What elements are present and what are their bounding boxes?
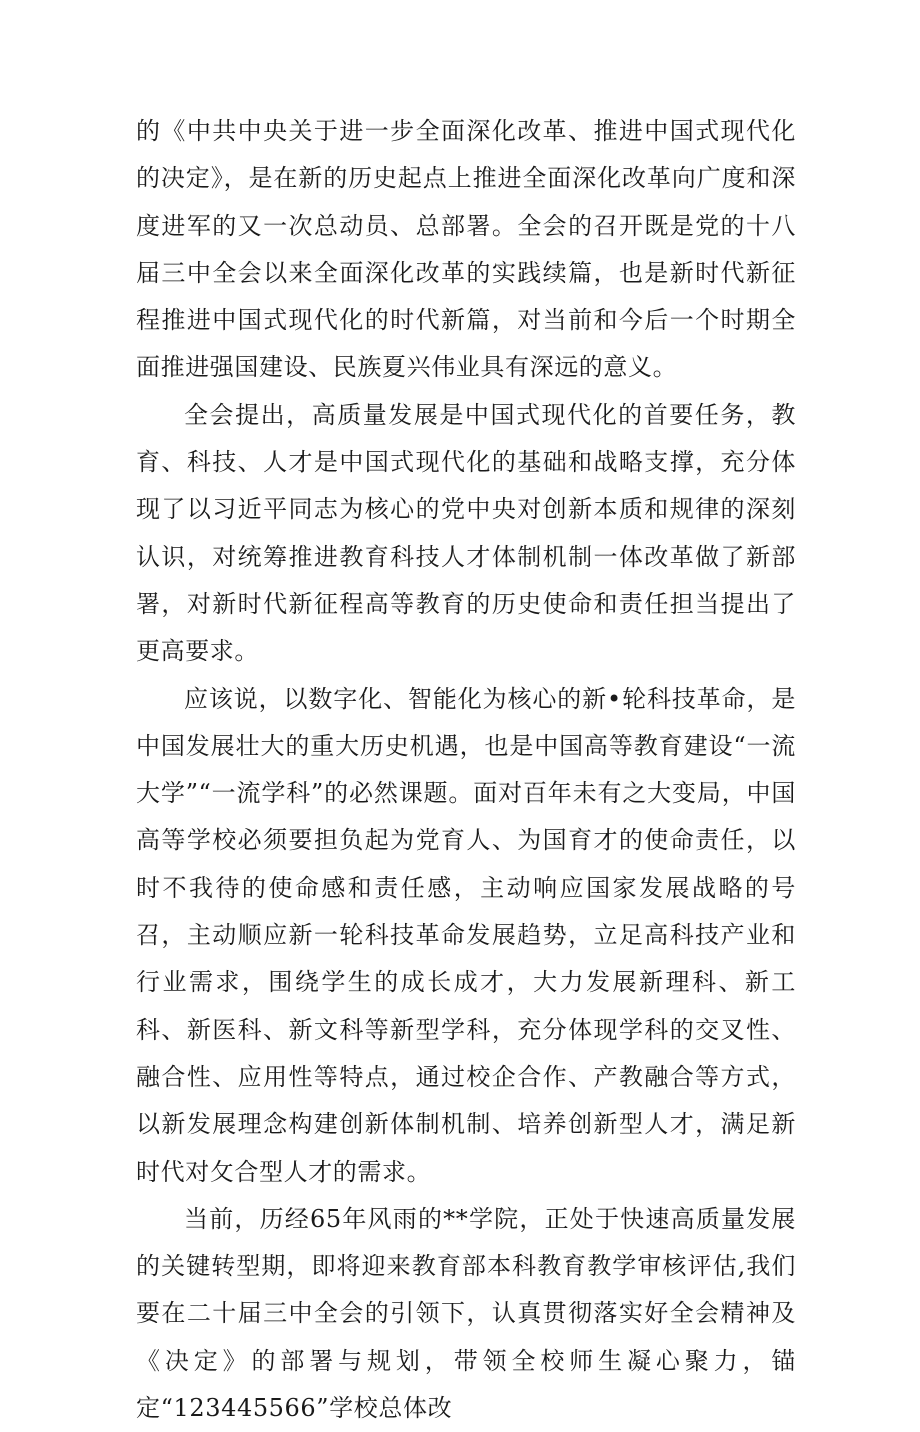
paragraph-1: 的《中共中央关于进一步全面深化改革、推进中国式现代化的决定》，是在新的历史起点上推进全面深化改革向广度和深度进军的又一次总动员、总部署。全会的召开既是党的十八届三中全会以来全面深化改革的实践续篇，也是新时代新征程推进中国式现代化的时代新篇，对当前和今后一个时期全面推进强国建设、民族夏兴伟业具有深远的意义。 bbox=[136, 117, 796, 382]
document-body bbox=[136, 108, 796, 1432]
paragraph-4: 当前，历经65年风雨的**学院，正处于快速高质量发展的关键转型期，即将迎来教育部本科教育教学审核评估,我们要在二十届三中全会的引领下，认真贯彻落实好全会精神及《决定》的部署与规划，带领全校师生凝心聚力，锚定“123445566”学校总体改 bbox=[136, 1204, 796, 1423]
paragraph-2: 全会提出，高质量发展是中国式现代化的首要任务，教育、科技、人才是中国式现代化的基础和战略支撑，充分体现了以习近平同志为核心的党中央对创新本质和规律的深刻认识，对统筹推进教育科技人才体制机制一体改革做了新部署，对新时代新征程高等教育的历史使命和责任担当提出了更高要求。 bbox=[136, 400, 796, 666]
paragraph-3: 应该说，以数字化、智能化为核心的新•轮科技革命，是中国发展壮大的重大历史机遇，也是中国高等教育建设“一流大学”“一流学科”的必然课题。面对百年未有之大变局，中国高等学校必须要担负起为党育人、为国育才的使命责任，以时不我待的使命感和责任感，主动响应国家发展战略的号召，主动顺应新一轮科技革命发展趋势，立足高科技产业和行业需求，围绕学生的成长成才，大力发展新理科、新工科、新医科、新文科等新型学科，充分体现学科的交叉性、融合性、应用性等特点，通过校企合作、产教融合等方式，以新发展理念构建创新体制机制、培养创新型人才，满足新时代对攵合型人才的需求。 bbox=[136, 684, 796, 1186]
